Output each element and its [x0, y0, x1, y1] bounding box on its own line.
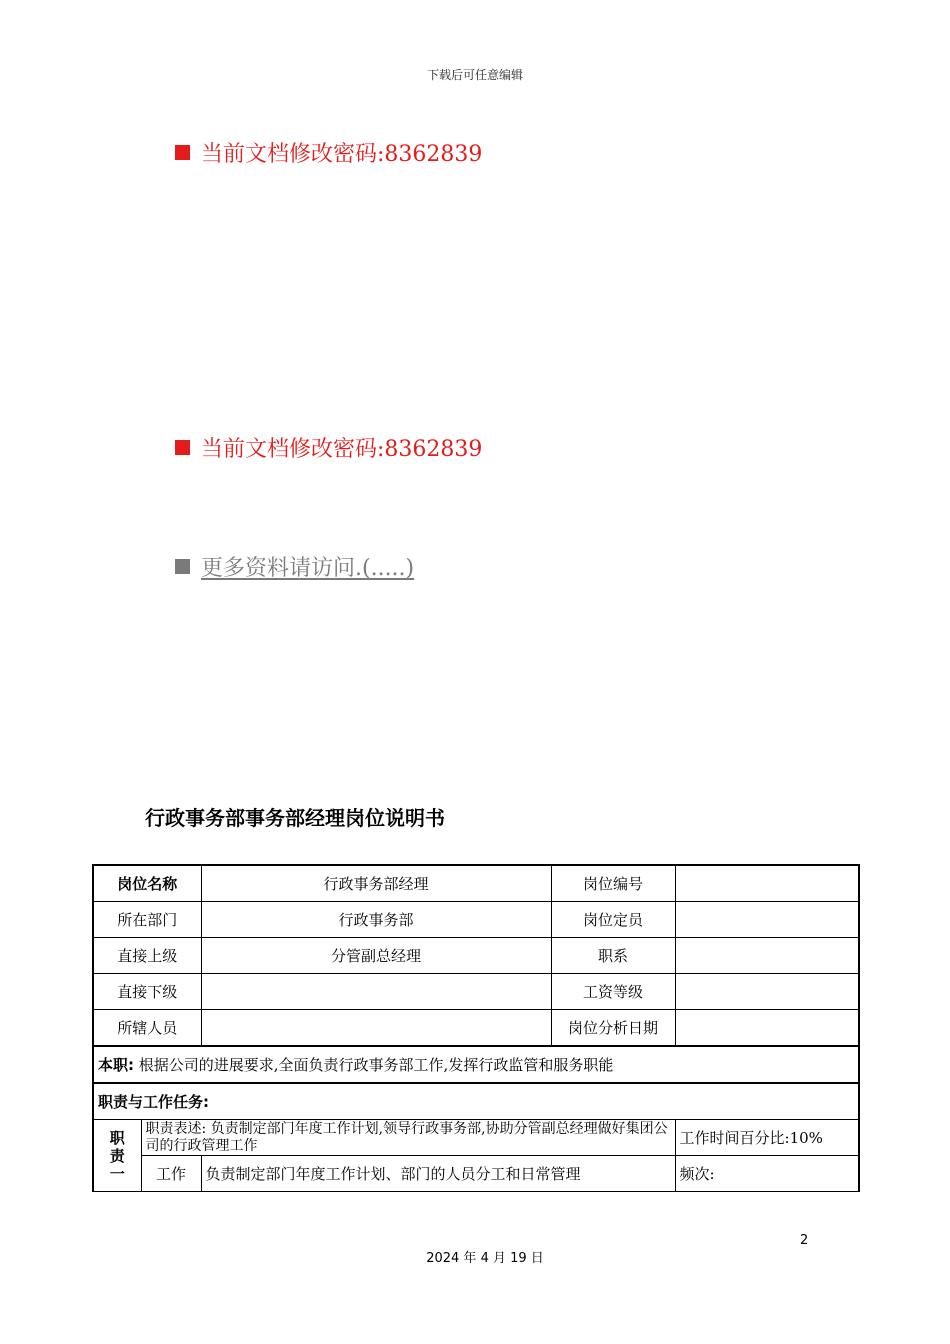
field-value	[675, 974, 859, 1010]
table-row	[93, 938, 859, 974]
more-resources-link[interactable]	[175, 551, 414, 582]
password-notice-text: 当前文档修改密码:8362839	[201, 142, 483, 167]
table-row	[93, 865, 859, 902]
duty-description: 职责表述: 负责制定部门年度工作计划,领导行政事务部,协助分管副总经理做好集团公司的行政管理工作	[141, 1120, 675, 1156]
field-value	[201, 1010, 551, 1047]
table-row-task	[93, 1156, 859, 1192]
table-row-benzhi	[93, 1046, 859, 1083]
duty-one-label: 职责一	[93, 1120, 141, 1192]
benzhi-label: 本职:	[98, 1056, 134, 1074]
field-label: 职系	[551, 938, 675, 974]
field-label: 岗位分析日期	[551, 1010, 675, 1047]
benzhi-text: 根据公司的进展要求,全面负责行政事务部工作,发挥行政监管和服务职能	[138, 1056, 614, 1074]
job-description-table	[92, 864, 858, 1192]
field-label: 岗位名称	[93, 865, 201, 902]
field-value: 行政事务部	[201, 902, 551, 938]
time-percentage: 工作时间百分比:10%	[675, 1120, 859, 1156]
field-label: 所辖人员	[93, 1010, 201, 1047]
duties-heading: 职责与工作任务:	[93, 1083, 859, 1120]
table-row-duties-heading	[93, 1083, 859, 1120]
field-label: 所在部门	[93, 902, 201, 938]
more-resources-text[interactable]: 更多资料请访问.(.....)	[201, 556, 415, 581]
red-square-bullet-icon	[175, 145, 190, 160]
field-value	[675, 1010, 859, 1047]
field-value: 分管副总经理	[201, 938, 551, 974]
task-label: 工作	[141, 1156, 201, 1192]
field-label: 工资等级	[551, 974, 675, 1010]
frequency-label: 频次:	[675, 1156, 859, 1192]
footer-date: 2024 年 4 月 19 日	[426, 1251, 544, 1266]
field-label: 岗位编号	[551, 865, 675, 902]
red-square-bullet-icon	[175, 440, 190, 455]
page-number: 2	[800, 1233, 809, 1248]
table-row	[93, 974, 859, 1010]
field-label: 岗位定员	[551, 902, 675, 938]
gray-square-bullet-icon	[175, 559, 190, 574]
benzhi-cell	[93, 1046, 859, 1083]
password-notice-text: 当前文档修改密码:8362839	[201, 437, 483, 462]
password-notice-1	[175, 137, 482, 168]
field-value	[675, 865, 859, 902]
table-row	[93, 902, 859, 938]
table-row	[93, 1010, 859, 1047]
document-title: 行政事务部事务部经理岗位说明书	[145, 806, 445, 830]
field-value	[675, 938, 859, 974]
task-text: 负责制定部门年度工作计划、部门的人员分工和日常管理	[201, 1156, 675, 1192]
password-notice-2	[175, 432, 482, 463]
field-value: 行政事务部经理	[201, 865, 551, 902]
table-row-duty-one	[93, 1120, 859, 1156]
field-label: 直接下级	[93, 974, 201, 1010]
header-note: 下载后可任意编辑	[426, 68, 523, 82]
field-value	[201, 974, 551, 1010]
field-value	[675, 902, 859, 938]
field-label: 直接上级	[93, 938, 201, 974]
